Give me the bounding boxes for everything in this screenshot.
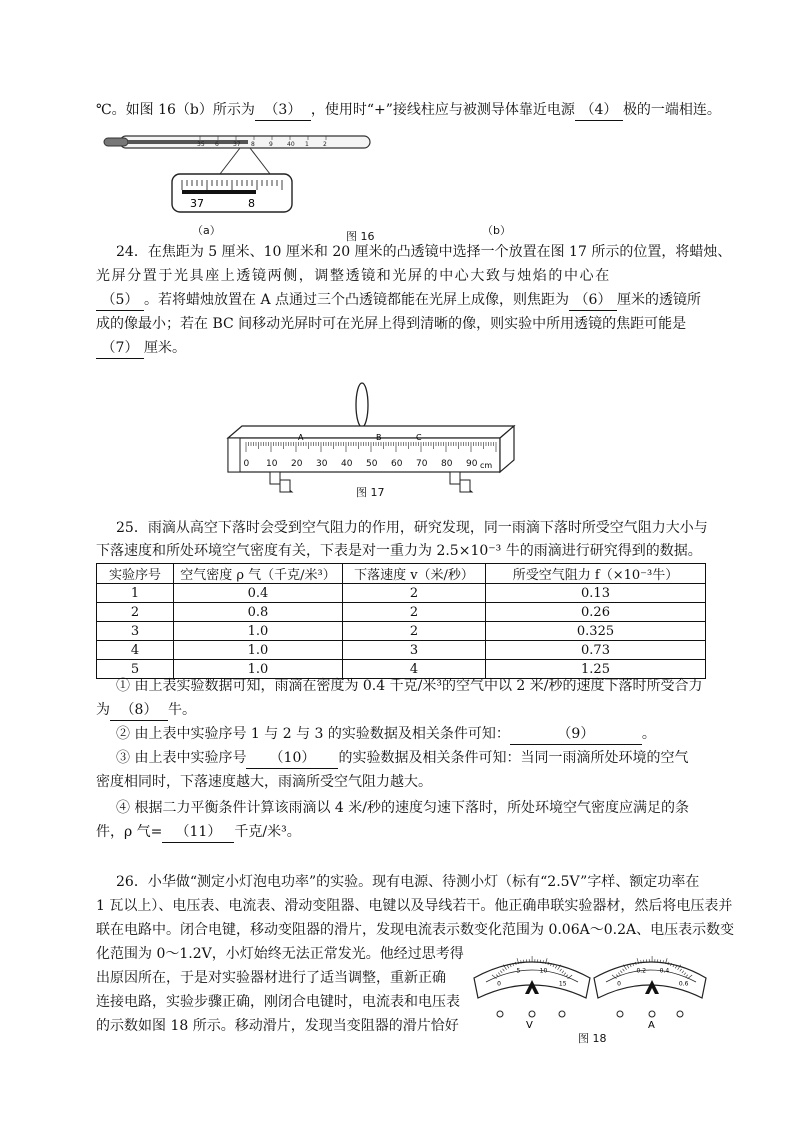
thermo-scale-label: 40 bbox=[287, 141, 295, 148]
meter-scale-label: 0 bbox=[497, 980, 502, 988]
q23-line1: ℃。如图 16（b）所示为 （3） ，使用时“+”接线柱应与被测导体靠近电源 （4） 极的一端相连。 bbox=[96, 100, 721, 121]
meter-scale-label: 0.4 bbox=[659, 967, 670, 975]
header-speed: 下落速度 v（米/秒） bbox=[343, 564, 486, 584]
q24-line4: 成的像最小；若在 BC 间移动光屏时可在光屏上得到清晰的像，则实验中所用透镜的焦距可能是 bbox=[96, 316, 687, 332]
ammeter bbox=[594, 956, 706, 1031]
bench-tick-label: 30 bbox=[316, 459, 328, 469]
fig16-label-a: （a） bbox=[192, 224, 221, 237]
meter-scale-label: 5 bbox=[516, 967, 521, 975]
q26-line4: 化范围为 0～1.2V，小灯始终无法正常发光。他经过思考得 bbox=[96, 946, 464, 962]
table-row: 1 0.4 2 0.13 bbox=[97, 584, 706, 603]
table-row: 5 1.0 4 1.25 bbox=[97, 660, 706, 679]
blank-7[interactable]: （7） bbox=[96, 338, 144, 359]
q24-line1: 24．在焦距为 5 厘米、10 厘米和 20 厘米的凸透镜中选择一个放置在图 17 所示的位置，将蜡烛、 bbox=[116, 244, 732, 260]
header-trial: 实验序号 bbox=[97, 564, 174, 584]
q25-s1b: 为 （8） 牛。 bbox=[96, 700, 196, 721]
fig16-label-b: （b） bbox=[482, 224, 511, 237]
point-c: C bbox=[416, 433, 422, 442]
thermo-scale-label: 1 bbox=[305, 141, 309, 148]
q24-line3: （5） 。若将蜡烛放置在 A 点通过三个凸透镜都能在光屏上成像，则焦距为 （6） 厘米的透镜所 bbox=[96, 290, 701, 311]
ammeter-unit: A bbox=[648, 1020, 655, 1031]
blank-8[interactable]: （8） bbox=[110, 700, 168, 721]
fig17-caption: 图 17 bbox=[356, 486, 385, 499]
optical-bench-figure bbox=[222, 380, 522, 500]
bench-tick-label: 0 bbox=[243, 459, 250, 469]
voltmeter-unit: V bbox=[526, 1020, 533, 1031]
q26-line6: 连接电路，实验步骤正确，刚闭合电键时，电流表和电压表 bbox=[96, 994, 460, 1010]
fig16-caption: 图 16 bbox=[346, 230, 375, 243]
q24-line2: 光屏分置于光具座上透镜两侧，调整透镜和光屏的中心大致与烛焰的中心在 bbox=[96, 268, 611, 284]
thermo-scale-label: 6 bbox=[215, 141, 219, 148]
blank-9[interactable]: （9） bbox=[510, 724, 642, 745]
q25-s3: ③ 由上表中实验序号 （10） 的实验数据及相关条件可知：当同一雨滴所处环境的空气 bbox=[116, 748, 688, 769]
meter-scale-label: 10 bbox=[539, 967, 548, 975]
meter-scale-label: 0.2 bbox=[636, 967, 647, 975]
lens bbox=[356, 383, 368, 427]
q25-s4a: ④ 根据二力平衡条件计算该雨滴以 4 米/秒的速度匀速下落时，所处环境空气密度应满足的条 bbox=[116, 800, 689, 816]
point-a: A bbox=[298, 433, 304, 442]
thermo-scale-label: 9 bbox=[269, 141, 273, 148]
blank-4[interactable]: （4） bbox=[575, 100, 623, 121]
blank-3[interactable]: （3） bbox=[255, 100, 311, 121]
bench-tick-label: 10 bbox=[266, 459, 278, 469]
thermo-scale-label: 2 bbox=[323, 141, 327, 148]
q26-line7: 的示数如图 18 所示。移动滑片，发现当变阻器的滑片恰好 bbox=[96, 1018, 459, 1034]
meter-scale-label: 0.6 bbox=[678, 980, 689, 988]
bench-tick-label: 80 bbox=[441, 459, 453, 469]
bench-tick-label: 50 bbox=[366, 459, 378, 469]
point-b: B bbox=[376, 433, 382, 442]
bench-tick-label: 90 bbox=[466, 459, 478, 469]
q26-line1: 26．小华做“测定小灯泡电功率”的实验。现有电源、待测小灯（标有“2.5V”字样、额定功率在 bbox=[116, 874, 700, 890]
bench-tick-label: 20 bbox=[291, 459, 303, 469]
header-drag: 所受空气阻力 f（×10⁻³牛） bbox=[486, 564, 706, 584]
q26-line3: 联在电路中。闭合电键，移动变阻器的滑片，发现电流表示数变化范围为 0.06A～0.2A、电压表示数变 bbox=[96, 922, 735, 938]
thermo-scale-label: 37 bbox=[233, 141, 241, 148]
bench-tick-label: 40 bbox=[341, 459, 353, 469]
meter-scale-label: 0 bbox=[617, 980, 622, 988]
blank-11[interactable]: （11） bbox=[162, 822, 234, 843]
table-row: 4 1.0 3 0.73 bbox=[97, 641, 706, 660]
q25-s3c: 密度相同时，下落速度越大，雨滴所受空气阻力越大。 bbox=[96, 774, 432, 790]
bench-tick-label: 70 bbox=[416, 459, 428, 469]
fig18-caption: 图 18 bbox=[578, 1032, 607, 1045]
blank-6[interactable]: （6） bbox=[569, 290, 617, 311]
meter-scale-label: 15 bbox=[558, 980, 567, 988]
table-row: 3 1.0 2 0.325 bbox=[97, 622, 706, 641]
header-density: 空气密度 ρ 气（千克/米³） bbox=[174, 564, 343, 584]
q25-line1: 25．雨滴从高空下落时会受到空气阻力的作用，研究发现，同一雨滴下落时所受空气阻力大小与 bbox=[116, 520, 708, 536]
bench-tick-label: 60 bbox=[391, 459, 403, 469]
blank-5[interactable]: （5） bbox=[96, 290, 144, 311]
thermo-scale-label: 8 bbox=[251, 141, 255, 148]
zoom-label-37: 37 bbox=[190, 197, 204, 210]
q25-s1a: ① 由上表实验数据可知，雨滴在密度为 0.4 千克/米³的空气中以 2 米/秒的速度下落时所受合力 bbox=[116, 678, 703, 694]
bench-unit: cm bbox=[480, 461, 493, 470]
q24-line5: （7） 厘米。 bbox=[96, 338, 186, 359]
thermo-scale-label: 35 bbox=[197, 141, 205, 148]
zoom-label-8: 8 bbox=[248, 197, 255, 210]
rain-drop-table bbox=[96, 563, 706, 679]
q25-s4b: 件，ρ 气= （11） 千克/米³。 bbox=[96, 822, 301, 843]
q26-line2: 1 瓦以上）、电压表、电流表、滑动变阻器、电键以及导线若干。他正确串联实验器材，然后将电压表并 bbox=[96, 898, 733, 914]
q25-line2: 下落速度和所处环境空气密度有关，下表是对一重力为 2.5×10⁻³ 牛的雨滴进行研究得到的数据。 bbox=[96, 543, 702, 559]
q25-s2: ② 由上表中实验序号 1 与 2 与 3 的实验数据及相关条件可知： （9） 。 bbox=[116, 724, 656, 745]
table-row: 2 0.8 2 0.26 bbox=[97, 603, 706, 622]
blank-10[interactable]: （10） bbox=[246, 748, 338, 769]
voltmeter bbox=[474, 956, 590, 1031]
q26-line5: 出原因所在，于是对实验器材进行了适当调整，重新正确 bbox=[96, 970, 446, 986]
